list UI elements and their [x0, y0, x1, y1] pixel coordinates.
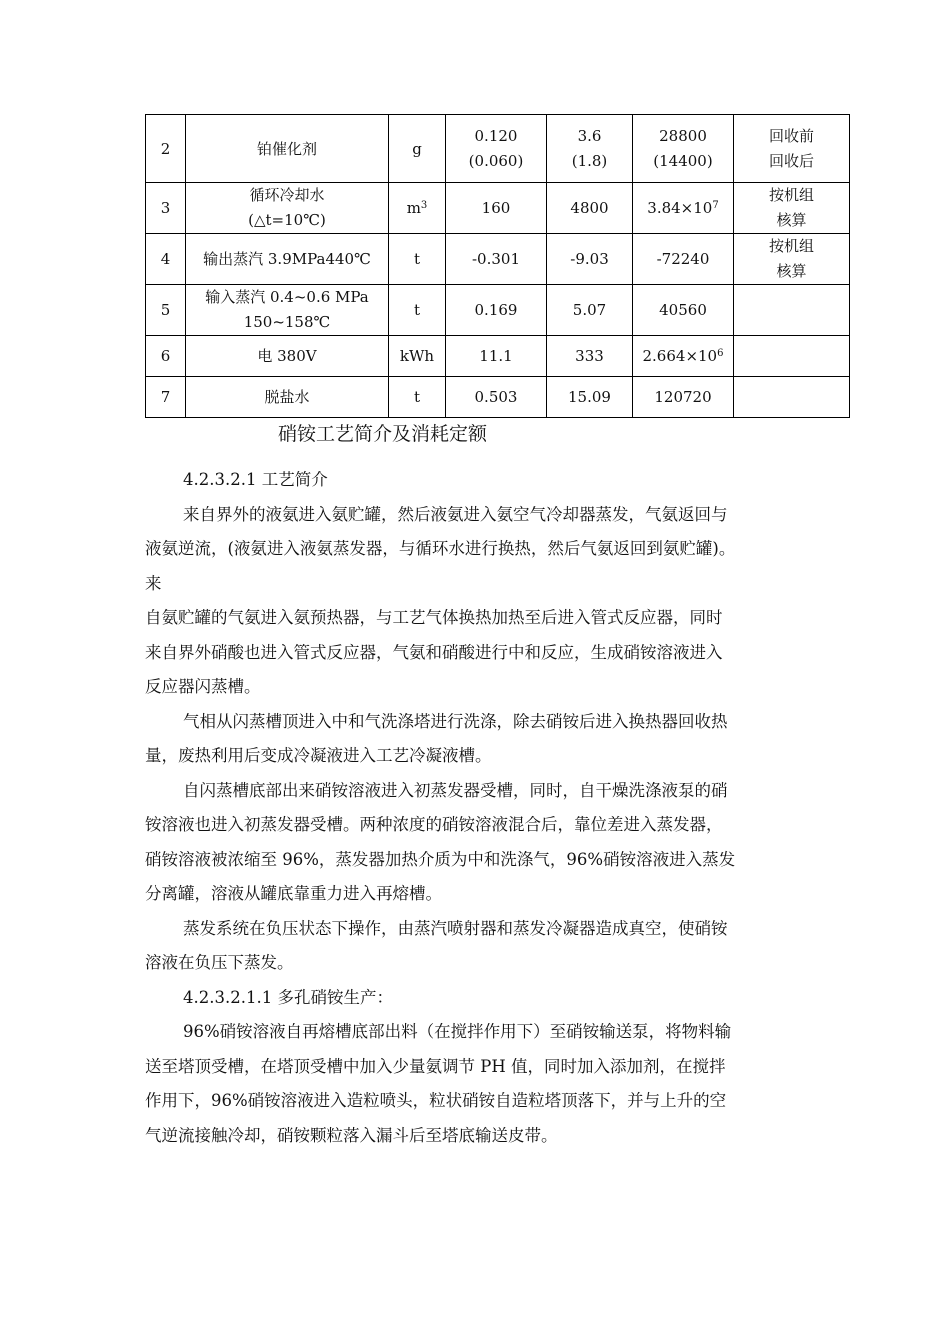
row-number: 3 [146, 183, 186, 234]
per-ton-value: 0.503 [446, 377, 547, 418]
daily-value: 4800 [547, 183, 633, 234]
annual-value-exponent: 6 [717, 348, 724, 359]
table-row [146, 234, 850, 285]
paragraph-line: 硝铵溶液被浓缩至 96%，蒸发器加热介质为中和洗涤气，96%硝铵溶液进入蒸发 [145, 849, 736, 869]
paragraph-line: 气相从闪蒸槽顶进入中和气洗涤塔进行洗涤，除去硝铵后进入换热器回收热 [183, 711, 728, 731]
unit-exponent: 3 [420, 200, 428, 211]
remark-line2: 回收后 [768, 151, 814, 170]
paragraph-line: 蒸发系统在负压状态下操作，由蒸汽喷射器和蒸发冷凝器造成真空，使硝铵 [183, 918, 728, 938]
remark [734, 377, 850, 418]
per-ton-value [446, 115, 547, 183]
paragraph-line: 自闪蒸槽底部出来硝铵溶液进入初蒸发器受槽，同时，自干燥洗涤液泵的硝 [183, 780, 728, 800]
annual-value-line2: (14400) [653, 151, 713, 170]
row-number: 7 [146, 377, 186, 418]
row-number: 2 [146, 115, 186, 183]
annual-value [633, 183, 734, 234]
row-number: 5 [146, 285, 186, 336]
body-text [145, 463, 815, 1153]
daily-value-line2: (1.8) [571, 151, 608, 170]
annual-value-base: 3.84×10 [647, 199, 713, 217]
paragraph-line: 来自界外的液氨进入氨贮罐，然后液氨进入氨空气冷却器蒸发，气氨返回与 [183, 504, 728, 524]
table-row [146, 115, 850, 183]
per-ton-value-line1: 0.120 [474, 126, 518, 145]
item-name-line2: 150~158℃ [243, 313, 331, 331]
consumption-table [145, 114, 850, 418]
annual-value-exponent: 7 [712, 200, 719, 211]
section-caption: 硝铵工艺简介及消耗定额 [278, 423, 488, 445]
unit-base: m [406, 199, 421, 217]
item-name-line1: 输入蒸汽 0.4~0.6 MPa [205, 288, 369, 306]
daily-value: 5.07 [547, 285, 633, 336]
daily-value-line1: 3.6 [577, 126, 602, 145]
paragraph-line: 自氨贮罐的气氨进入氨预热器，与工艺气体换热加热至后进入管式反应器，同时 [145, 608, 723, 627]
annual-value-base: 2.664×10 [642, 347, 718, 365]
remark [734, 183, 850, 234]
paragraph-line: 铵溶液也进入初蒸发器受槽。两种浓度的硝铵溶液混合后，靠位差进入蒸发器， [145, 815, 723, 834]
daily-value: 333 [547, 336, 633, 377]
remark-line2: 核算 [776, 262, 807, 280]
item-name-line2: (△t=10℃) [248, 211, 326, 229]
remark-line2: 核算 [776, 211, 807, 229]
annual-value [633, 336, 734, 377]
annual-value-line1: 28800 [659, 126, 707, 145]
paragraph-line: 作用下，96%硝铵溶液进入造粒喷头，粒状硝铵自造粒塔顶落下，并与上升的空 [145, 1091, 727, 1110]
per-ton-value: 160 [446, 183, 547, 234]
paragraph-line: 反应器闪蒸槽。 [145, 677, 261, 696]
item-name: 电 380V [186, 336, 389, 377]
paragraph-line: 溶液在负压下蒸发。 [145, 953, 294, 972]
annual-value: -72240 [633, 234, 734, 285]
paragraph-line: 气逆流接触冷却，硝铵颗粒落入漏斗后至塔底输送皮带。 [145, 1125, 558, 1145]
remark [734, 234, 850, 285]
table-row [146, 377, 850, 418]
paragraph-line: 液氨逆流，(液氨进入液氨蒸发器，与循环水进行换热，然后气氨返回到氨贮罐)。 [145, 539, 736, 558]
section-heading: 4.2.3.2.1 工艺简介 [183, 470, 328, 489]
paragraph-line: 来自界外硝酸也进入管式反应器，气氨和硝酸进行中和反应，生成硝铵溶液进入 [145, 642, 723, 662]
table-row [146, 183, 850, 234]
item-name: 脱盐水 [186, 377, 389, 418]
item-name [186, 183, 389, 234]
per-ton-value-line2: (0.060) [468, 151, 524, 170]
per-ton-value: -0.301 [446, 234, 547, 285]
paragraph-line: 96%硝铵溶液自再熔槽底部出料（在搅拌作用下）至硝铵输送泵，将物料输 [183, 1022, 732, 1041]
row-number: 4 [146, 234, 186, 285]
item-unit: t [389, 234, 446, 285]
remark [734, 336, 850, 377]
remark [734, 285, 850, 336]
table-row [146, 285, 850, 336]
row-number: 6 [146, 336, 186, 377]
remark-line1: 回收前 [768, 126, 814, 145]
annual-value: 40560 [633, 285, 734, 336]
item-name: 输出蒸汽 3.9MPa440℃ [186, 234, 389, 285]
annual-value [633, 115, 734, 183]
per-ton-value: 0.169 [446, 285, 547, 336]
paragraph-line: 送至塔顶受槽，在塔顶受槽中加入少量氨调节 PH 值，同时加入添加剂，在搅拌 [145, 1056, 726, 1076]
remark-line1: 按机组 [768, 186, 814, 204]
per-ton-value: 11.1 [446, 336, 547, 377]
subsection-heading: 4.2.3.2.1.1 多孔硝铵生产： [183, 987, 393, 1007]
daily-value [547, 115, 633, 183]
paragraph-line: 来 [145, 573, 162, 593]
remark [734, 115, 850, 183]
paragraph-line: 量，废热利用后变成冷凝液进入工艺冷凝液槽。 [145, 746, 492, 765]
item-unit: g [389, 115, 446, 183]
daily-value: -9.03 [547, 234, 633, 285]
item-unit: t [389, 377, 446, 418]
table-row [146, 336, 850, 377]
item-name [186, 285, 389, 336]
annual-value: 120720 [633, 377, 734, 418]
item-name: 铂催化剂 [186, 115, 389, 183]
paragraph-line: 分离罐，溶液从罐底靠重力进入再熔槽。 [145, 884, 442, 903]
daily-value: 15.09 [547, 377, 633, 418]
item-unit [389, 183, 446, 234]
item-unit: kWh [389, 336, 446, 377]
item-name-line1: 循环冷却水 [249, 186, 325, 204]
item-unit: t [389, 285, 446, 336]
remark-line1: 按机组 [768, 237, 814, 255]
